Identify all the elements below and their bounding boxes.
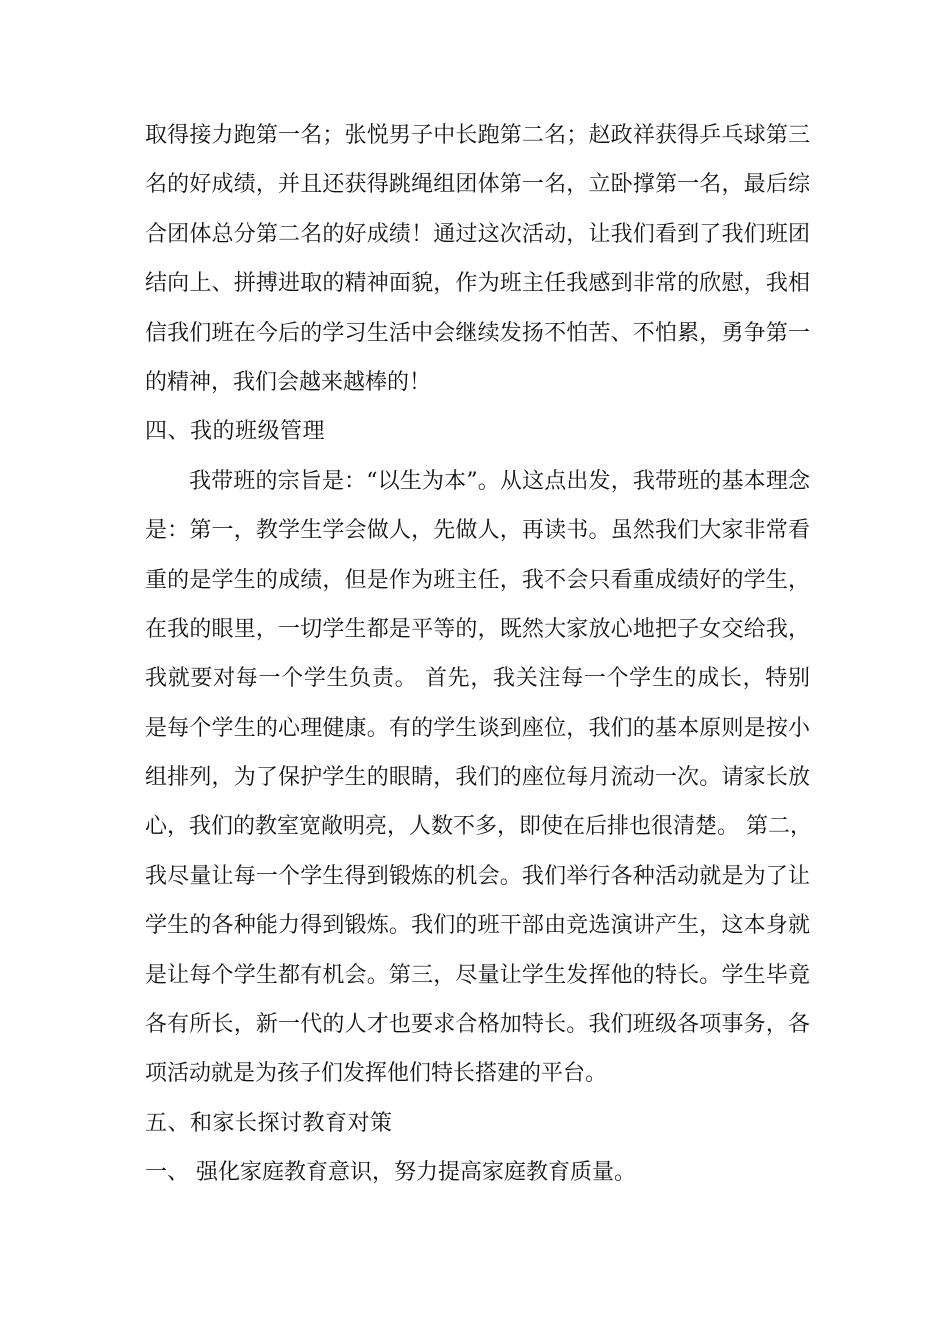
paragraph-line: 我尽量让每一个学生得到锻炼的机会。我们举行各种活动就是为了让 [145, 863, 810, 889]
paragraph-line: 在我的眼里，一切学生都是平等的，既然大家放心地把子女交给我， [145, 616, 810, 642]
paragraph-line: 信我们班在今后的学习生活中会继续发扬不怕苦、不怕累，勇争第一 [145, 320, 810, 346]
paragraph-line: 名的好成绩，并且还获得跳绳组团体第一名，立卧撑第一名，最后综 [145, 172, 810, 198]
document-page [145, 111, 810, 1198]
section-heading-5: 五、和家长探讨教育对策 [145, 1110, 393, 1136]
paragraph-line: 的精神，我们会越来越棒的！ [145, 369, 432, 395]
paragraph-line: 结向上、拼搏进取的精神面貌，作为班主任我感到非常的欣慰，我相 [145, 271, 810, 297]
paragraph-line: 是每个学生的心理健康。有的学生谈到座位，我们的基本原则是按小 [145, 715, 810, 741]
paragraph-line: 合团体总分第二名的好成绩！通过这次活动，让我们看到了我们班团 [145, 221, 810, 247]
paragraph-line: 重的是学生的成绩，但是作为班主任，我不会只看重成绩好的学生， [145, 567, 810, 593]
paragraph-line: 项活动就是为孩子们发挥他们特长搭建的平台。 [145, 1061, 608, 1087]
paragraph-line: 心，我们的教室宽敞明亮，人数不多，即使在后排也很清楚。 第二， [145, 814, 812, 840]
paragraph-line: 是：第一，教学生学会做人，先做人，再读书。虽然我们大家非常看 [145, 518, 810, 544]
paragraph-line: 各有所长，新一代的人才也要求合格加特长。我们班级各项事务，各 [145, 1012, 810, 1038]
paragraph-line: 学生的各种能力得到锻炼。我们的班干部由竞选演讲产生，这本身就 [145, 913, 810, 939]
paragraph-line: 组排列，为了保护学生的眼睛，我们的座位每月流动一次。请家长放 [145, 765, 810, 791]
subheading-1: 一、 强化家庭教育意识，努力提高家庭教育质量。 [145, 1160, 636, 1186]
paragraph-line: 是让每个学生都有机会。第三，尽量让学生发挥他的特长。学生毕竟 [145, 962, 810, 988]
section-heading-4: 四、我的班级管理 [145, 419, 326, 445]
paragraph-line: 我就要对每一个学生负责。 首先，我关注每一个学生的成长，特别 [145, 666, 810, 692]
paragraph-line: 我带班的宗旨是：“以生为本”。从这点出发，我带班的基本理念 [189, 468, 810, 494]
paragraph-line: 取得接力跑第一名；张悦男子中长跑第二名；赵政祥获得乒乓球第三 [145, 123, 810, 148]
